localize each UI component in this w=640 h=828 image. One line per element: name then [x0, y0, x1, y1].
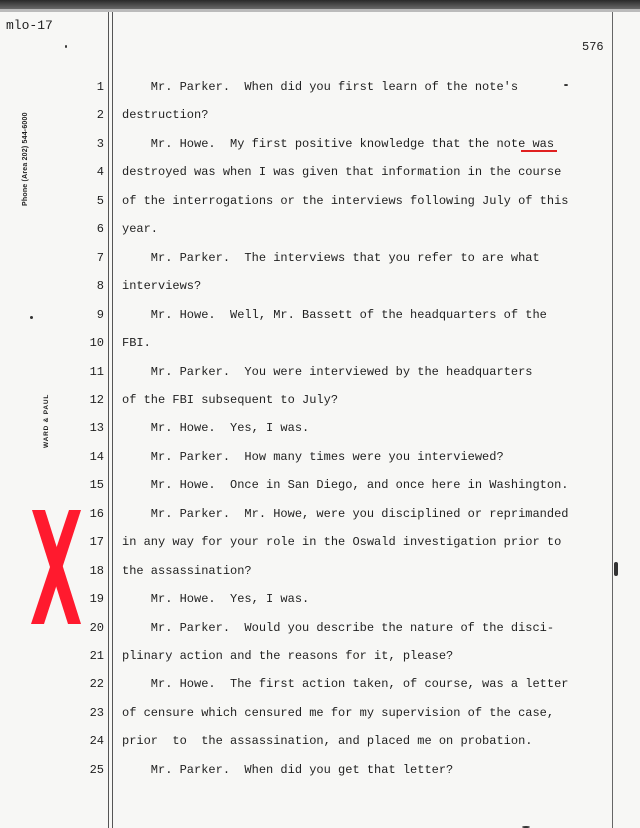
line-number: 21 — [89, 649, 104, 663]
line-number: 24 — [89, 734, 104, 749]
transcript-line: destroyed was when I was given that information in the course — [122, 165, 562, 180]
page-number: 576 — [582, 40, 604, 54]
line-number: 13 — [89, 421, 104, 436]
transcript-line: Mr. Howe. Once in San Diego, and once here in Washington. — [122, 478, 569, 493]
transcript-line: Mr. Parker. When did you get that letter? — [122, 762, 454, 777]
transcript-line: Mr. Howe. Yes, I was. — [122, 592, 310, 607]
right-margin-rule — [612, 12, 613, 828]
transcript-line: Mr. Howe. My first positive knowledge that the note was — [122, 136, 555, 151]
line-number: 22 — [89, 677, 104, 692]
transcript-line: the assassination? — [122, 563, 252, 578]
left-margin-rule-double — [112, 12, 113, 828]
line-number: 2 — [96, 108, 104, 123]
scan-speck — [65, 45, 67, 48]
line-number: 12 — [89, 392, 104, 407]
margin-firm-name: WARD & PAUL — [43, 393, 50, 448]
scan-speck — [30, 316, 33, 319]
line-number: 10 — [89, 336, 104, 351]
transcript-line: of censure which censured me for my supervision of the case, — [122, 705, 555, 720]
margin-phone-text: Phone (Area 202) 544-6000 — [22, 112, 29, 206]
scan-speck — [564, 84, 568, 86]
line-number: 1 — [96, 80, 104, 94]
transcript-line: in any way for your role in the Oswald investigation prior to — [122, 535, 562, 550]
transcript-line: Mr. Parker. When did you first learn of the note's — [122, 80, 519, 94]
scan-top-edge — [0, 0, 640, 9]
line-number: 14 — [89, 449, 104, 464]
transcript-line: Mr. Howe. The first action taken, of course, was a letter — [122, 677, 569, 692]
line-number: 6 — [96, 222, 104, 237]
transcript-line: Mr. Parker. You were interviewed by the headquarters — [122, 364, 533, 379]
line-number: 8 — [96, 279, 104, 294]
page-code: mlo-17 — [6, 18, 53, 33]
line-number: 18 — [89, 563, 104, 578]
line-number: 25 — [89, 762, 104, 777]
line-number: 19 — [89, 592, 104, 607]
transcript-line: interviews? — [122, 279, 202, 294]
transcript-line: Mr. Parker. Mr. Howe, were you disciplined or reprimanded — [122, 506, 569, 521]
transcript-line: FBI. — [122, 336, 151, 351]
transcript-line: of the interrogations or the interviews following July of this — [122, 193, 569, 208]
line-number: 11 — [89, 364, 104, 379]
transcript-line: of the FBI subsequent to July? — [122, 392, 339, 407]
transcript-line: Mr. Parker. Would you describe the nature of the disci- — [122, 620, 555, 635]
line-number: 23 — [89, 705, 104, 720]
line-number: 17 — [89, 535, 104, 550]
transcript-line: year. — [122, 222, 159, 237]
scan-speck — [614, 562, 618, 576]
transcript-line: Mr. Howe. Well, Mr. Bassett of the headquarters of the — [122, 307, 547, 322]
transcript-line: plinary action and the reasons for it, please? — [122, 649, 454, 663]
transcript-line: prior to the assassination, and placed me on probation. — [122, 734, 533, 749]
line-number: 15 — [89, 478, 104, 493]
line-number: 3 — [96, 136, 104, 151]
line-number: 7 — [96, 250, 104, 265]
line-number: 16 — [89, 506, 104, 521]
transcript-line: Mr. Howe. Yes, I was. — [122, 421, 310, 436]
line-number: 4 — [96, 165, 104, 180]
transcript-line: Mr. Parker. The interviews that you refer to are what — [122, 250, 540, 265]
line-number: 20 — [89, 620, 104, 635]
transcript-line: Mr. Parker. How many times were you interviewed? — [122, 449, 504, 464]
line-number: 9 — [96, 307, 104, 322]
line-number: 5 — [96, 193, 104, 208]
transcript-line: destruction? — [122, 108, 209, 123]
scan-top-edge-shadow — [0, 9, 640, 12]
left-margin-rule — [108, 12, 109, 828]
red-x-mark — [28, 508, 84, 626]
